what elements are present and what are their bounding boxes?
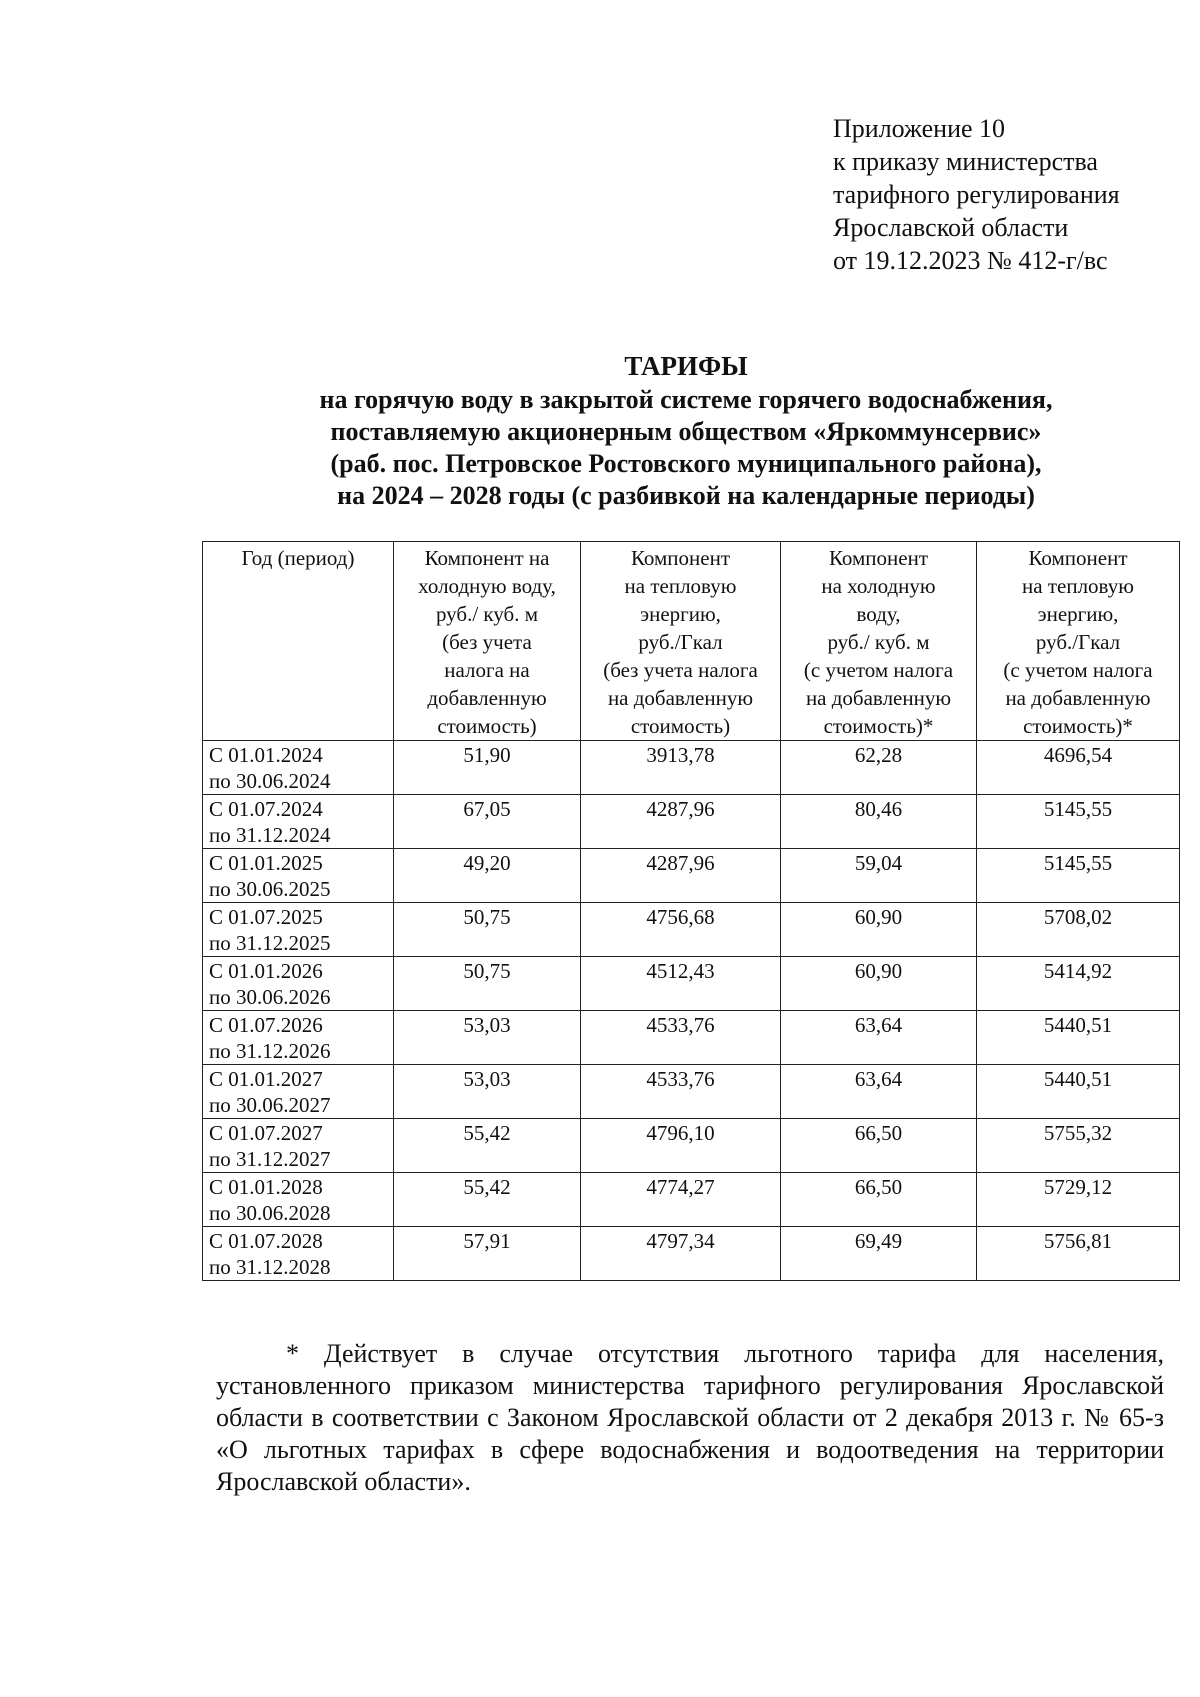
cell-heat-vat: 5414,92 [977, 957, 1180, 1011]
period-from: С 01.07.2028 [209, 1229, 323, 1253]
header-line: руб./Гкал [638, 630, 723, 654]
cell-heat-vat: 5729,12 [977, 1173, 1180, 1227]
header-line: на тепловую [624, 574, 737, 598]
cell-period [203, 1011, 394, 1065]
table-header-row [203, 542, 1180, 741]
period-to: по 31.12.2026 [209, 1039, 331, 1063]
cell-period [203, 903, 394, 957]
cell-period [203, 1227, 394, 1281]
cell-heat-no-vat: 4533,76 [581, 1011, 781, 1065]
appendix-reference [833, 112, 1120, 277]
cell-cold-vat: 63,64 [781, 1065, 977, 1119]
cell-cold-vat: 66,50 [781, 1173, 977, 1227]
header-line: холодную воду, [418, 574, 556, 598]
cell-heat-vat: 5755,32 [977, 1119, 1180, 1173]
appendix-line: Приложение 10 [833, 114, 1006, 143]
table-row [203, 795, 1180, 849]
cell-period [203, 795, 394, 849]
cell-cold-no-vat: 50,75 [394, 957, 581, 1011]
cell-heat-no-vat: 4533,76 [581, 1065, 781, 1119]
period-to: по 31.12.2025 [209, 931, 331, 955]
header-heat-vat [977, 542, 1180, 741]
period-to: по 30.06.2026 [209, 985, 331, 1009]
header-line: Год (период) [241, 546, 355, 570]
header-line: на добавленную [805, 686, 952, 710]
header-line: на тепловую [1022, 574, 1134, 598]
cell-heat-vat: 5440,51 [977, 1065, 1180, 1119]
period-from: С 01.01.2025 [209, 851, 323, 875]
header-line: Компонент на [424, 546, 550, 570]
cell-cold-no-vat: 55,42 [394, 1173, 581, 1227]
cell-heat-vat: 5708,02 [977, 903, 1180, 957]
period-to: по 30.06.2024 [209, 769, 331, 793]
header-line: на холодную [821, 574, 936, 598]
header-line: руб./ куб. м [435, 602, 539, 626]
period-from: С 01.07.2026 [209, 1013, 323, 1037]
header-line: Компонент [630, 546, 731, 570]
table-row [203, 957, 1180, 1011]
period-from: С 01.07.2027 [209, 1121, 323, 1145]
cell-heat-no-vat: 4512,43 [581, 957, 781, 1011]
cell-heat-vat: 4696,54 [977, 741, 1180, 795]
header-line: руб./Гкал [1035, 630, 1121, 654]
header-heat-no-vat [581, 542, 781, 741]
header-line: энергию, [640, 602, 721, 626]
header-cold-no-vat [394, 542, 581, 741]
cell-cold-no-vat: 53,03 [394, 1011, 581, 1065]
header-line: стоимость)* [1023, 714, 1133, 738]
footnote: * Действует в случае отсутствия льготного тарифа для населения, установленного приказом министерства тарифного регулирования Ярославской области в соответствии с Законом Ярославской области от 2 декабря 2013 г. № 65-з «О льготных тарифах в сфере водоснабжения и водоотведения на территории Ярославской области». [216, 1339, 1164, 1496]
header-line: стоимость) [630, 714, 731, 738]
cell-period [203, 1119, 394, 1173]
cell-cold-no-vat: 51,90 [394, 741, 581, 795]
cell-cold-no-vat: 55,42 [394, 1119, 581, 1173]
cell-cold-vat: 60,90 [781, 957, 977, 1011]
header-line: добавленную [427, 686, 547, 710]
table-row [203, 1119, 1180, 1173]
period-to: по 30.06.2025 [209, 877, 331, 901]
cell-period [203, 1173, 394, 1227]
table-body [203, 741, 1180, 1281]
period-to: по 31.12.2027 [209, 1147, 331, 1171]
cell-heat-vat: 5145,55 [977, 795, 1180, 849]
header-line: стоимость) [437, 714, 537, 738]
subtitle-line: на горячую воду в закрытой системе горячего водоснабжения, [319, 385, 1053, 414]
cell-cold-vat: 66,50 [781, 1119, 977, 1173]
subtitle-line: на 2024 – 2028 годы (с разбивкой на календарные периоды) [337, 481, 1035, 510]
cell-heat-no-vat: 4287,96 [581, 849, 781, 903]
period-to: по 30.06.2027 [209, 1093, 331, 1117]
appendix-line: к приказу министерства [833, 147, 1098, 176]
period-from: С 01.07.2024 [209, 797, 323, 821]
cell-heat-no-vat: 3913,78 [581, 741, 781, 795]
header-line: (без учета [442, 630, 532, 654]
header-line: налога на [444, 658, 530, 682]
table-row [203, 1173, 1180, 1227]
period-to: по 30.06.2028 [209, 1201, 331, 1225]
period-from: С 01.01.2028 [209, 1175, 323, 1199]
table-row [203, 741, 1180, 795]
header-line: энергию, [1037, 602, 1119, 626]
period-from: С 01.01.2026 [209, 959, 323, 983]
cell-heat-vat: 5440,51 [977, 1011, 1180, 1065]
period-from: С 01.01.2027 [209, 1067, 323, 1091]
cell-period [203, 957, 394, 1011]
cell-heat-vat: 5756,81 [977, 1227, 1180, 1281]
header-line: Компонент [828, 546, 929, 570]
header-line: руб./ куб. м [827, 630, 930, 654]
header-line: воду, [856, 602, 901, 626]
cell-cold-vat: 62,28 [781, 741, 977, 795]
header-line: на добавленную [607, 686, 754, 710]
table-row [203, 1065, 1180, 1119]
table-row [203, 1011, 1180, 1065]
period-to: по 31.12.2024 [209, 823, 331, 847]
cell-cold-no-vat: 57,91 [394, 1227, 581, 1281]
subtitle-line: (раб. пос. Петровское Ростовского муниципального района), [330, 449, 1042, 478]
cell-heat-no-vat: 4797,34 [581, 1227, 781, 1281]
table-row [203, 903, 1180, 957]
header-line: Компонент [1028, 546, 1128, 570]
period-from: С 01.01.2024 [209, 743, 323, 767]
header-line: на добавленную [1005, 686, 1151, 710]
period-to: по 31.12.2028 [209, 1255, 331, 1279]
cell-heat-no-vat: 4774,27 [581, 1173, 781, 1227]
cell-cold-vat: 63,64 [781, 1011, 977, 1065]
table-row [203, 849, 1180, 903]
cell-cold-vat: 69,49 [781, 1227, 977, 1281]
cell-cold-no-vat: 67,05 [394, 795, 581, 849]
appendix-line: от 19.12.2023 № 412-г/вс [833, 246, 1108, 275]
cell-cold-no-vat: 50,75 [394, 903, 581, 957]
header-line: (без учета налога [603, 658, 758, 682]
cell-heat-no-vat: 4287,96 [581, 795, 781, 849]
header-line: (с учетом налога [1003, 658, 1153, 682]
header-line: стоимость)* [823, 714, 934, 738]
cell-cold-vat: 60,90 [781, 903, 977, 957]
cell-heat-vat: 5145,55 [977, 849, 1180, 903]
cell-period [203, 741, 394, 795]
cell-period [203, 849, 394, 903]
header-line: (с учетом налога [803, 658, 954, 682]
period-from: С 01.07.2025 [209, 905, 323, 929]
main-title: ТАРИФЫ [624, 351, 748, 381]
cell-heat-no-vat: 4756,68 [581, 903, 781, 957]
cell-cold-no-vat: 49,20 [394, 849, 581, 903]
header-period [203, 542, 394, 741]
cell-heat-no-vat: 4796,10 [581, 1119, 781, 1173]
tariff-table [202, 541, 1180, 1281]
appendix-line: Ярославской области [833, 213, 1069, 242]
header-cold-vat [781, 542, 977, 741]
cell-period [203, 1065, 394, 1119]
table-row [203, 1227, 1180, 1281]
cell-cold-vat: 80,46 [781, 795, 977, 849]
document-title [196, 350, 1176, 512]
subtitle-line: поставляемую акционерным обществом «Яркоммунсервис» [330, 417, 1042, 446]
cell-cold-vat: 59,04 [781, 849, 977, 903]
appendix-line: тарифного регулирования [833, 180, 1120, 209]
cell-cold-no-vat: 53,03 [394, 1065, 581, 1119]
